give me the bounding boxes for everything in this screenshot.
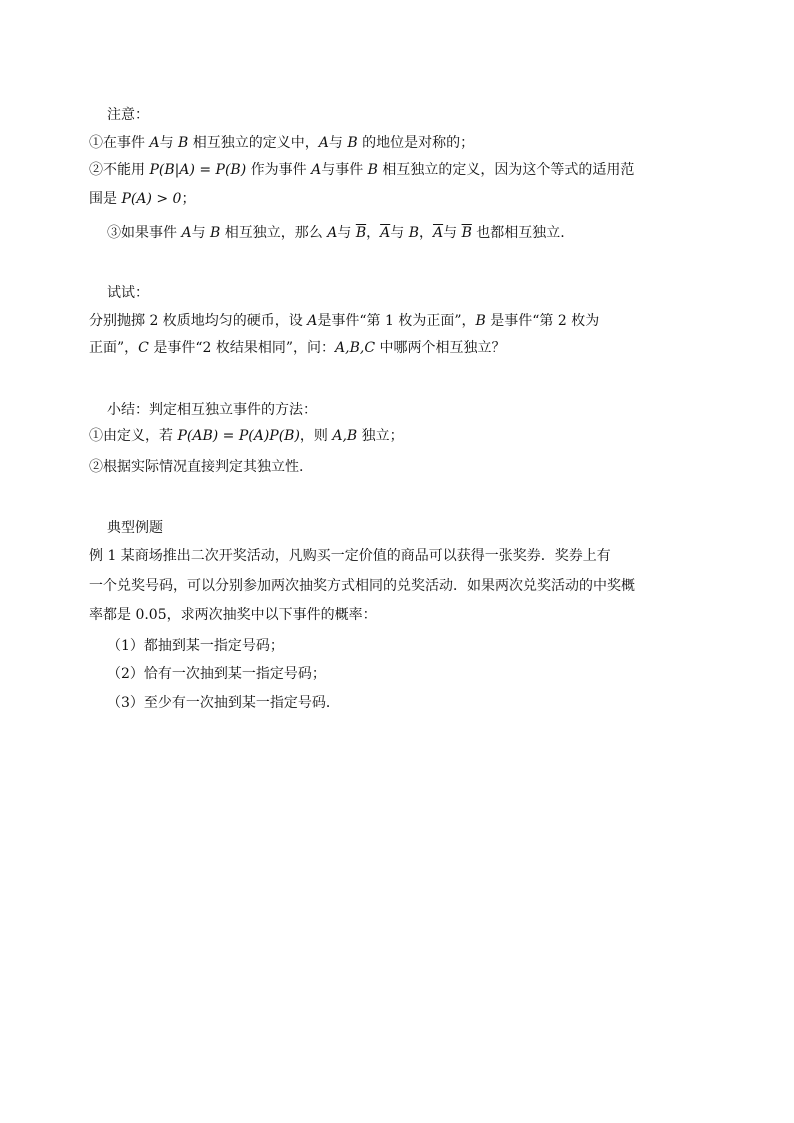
trial-heading: 试试： <box>107 285 149 301</box>
example-question-2: （2）恰有一次抽到某一指定号码； <box>107 666 326 682</box>
text: 与 <box>159 135 179 151</box>
text: 是事件“2 枚结果相同”，问： <box>148 340 336 356</box>
text: 与事件 <box>321 162 368 178</box>
summary-item-1 <box>89 426 404 446</box>
math-B: B <box>210 225 221 241</box>
example-line-1: 例 1 某商场推出二次开奖活动，凡购买一定价值的商品可以获得一张奖券．奖券上有 <box>89 548 611 564</box>
math-C: C <box>138 340 149 356</box>
formula-independence: P(AB) = P(A)P(B) <box>177 428 300 444</box>
text: 独立； <box>357 428 404 444</box>
text: 与 <box>390 225 409 241</box>
text: 是事件“第 1 枚为正面”， <box>317 313 476 329</box>
math-A: A <box>307 313 318 329</box>
text: ①由定义，若 <box>89 428 178 444</box>
summary-heading: 小结：判定相互独立事件的方法： <box>107 402 317 418</box>
text: ，则 <box>299 428 333 444</box>
text: ， <box>366 225 381 241</box>
math-B: B <box>475 313 486 329</box>
example-line-2: 一个兑奖号码，可以分别参加两次抽奖方式相同的兑奖活动．如果两次兑奖活动的中奖概 <box>89 578 635 594</box>
summary-item-2: ②根据实际情况直接判定其独立性. <box>89 459 304 475</box>
text: 相互独立，那么 <box>220 225 328 241</box>
text: ， <box>418 225 433 241</box>
formula-conditional-prob: P(B|A) = P(B) <box>149 162 247 178</box>
trial-line-2 <box>89 338 505 358</box>
math-A: A <box>318 135 329 151</box>
math-vars-ABC: A,B,C <box>335 340 376 356</box>
text: 与 <box>328 135 348 151</box>
math-A: A <box>149 135 160 151</box>
text: 中哪两个相互独立？ <box>375 340 506 356</box>
text: 与 <box>191 225 211 241</box>
text: ①在事件 <box>89 135 150 151</box>
text: 是事件“第 2 枚为 <box>485 313 600 329</box>
example-question-1: （1）都抽到某一指定号码； <box>107 638 284 654</box>
math-vars-AB: A,B <box>332 428 358 444</box>
example-heading: 典型例题 <box>107 520 163 536</box>
math-A-complement: $\overline{A}$ <box>432 225 444 241</box>
text: 也都相互独立. <box>471 225 565 241</box>
notice-heading: 注意： <box>107 107 149 123</box>
math-B-complement: $\overline{B}$ <box>355 225 367 241</box>
text: 正面”， <box>89 340 139 356</box>
notice-item-1 <box>89 133 474 153</box>
text: ②不能用 <box>89 162 150 178</box>
math-B: B <box>367 162 378 178</box>
math-B-complement: $\overline{B}$ <box>461 225 472 241</box>
math-B: B <box>178 135 189 151</box>
text: 与 <box>337 225 356 241</box>
notice-item-3 <box>107 223 565 243</box>
math-B: B <box>347 135 358 151</box>
math-A: A <box>181 225 192 241</box>
formula-prob-positive: P(A) > 0 <box>121 191 182 207</box>
text: ； <box>181 191 196 207</box>
text: 围是 <box>89 191 122 207</box>
text: 与 <box>443 225 462 241</box>
text: 的地位是对称的； <box>357 135 475 151</box>
notice-item-2 <box>89 160 634 180</box>
text: 相互独立的定义，因为这个等式的适用范 <box>377 162 635 178</box>
notice-item-2-continued <box>89 189 195 209</box>
text: ③如果事件 <box>107 225 182 241</box>
math-A: A <box>327 225 338 241</box>
math-A: A <box>311 162 322 178</box>
text: 分别抛掷 2 枚质地均匀的硬币，设 <box>89 313 308 329</box>
text: 相互独立的定义中， <box>188 135 319 151</box>
math-A-complement: $\overline{A}$ <box>380 225 391 241</box>
example-question-3: （3）至少有一次抽到某一指定号码． <box>107 695 340 711</box>
trial-line-1 <box>89 311 599 331</box>
text: 作为事件 <box>246 162 312 178</box>
math-B: B <box>408 225 419 241</box>
example-line-3: 率都是 0.05，求两次抽奖中以下事件的概率： <box>89 607 377 623</box>
